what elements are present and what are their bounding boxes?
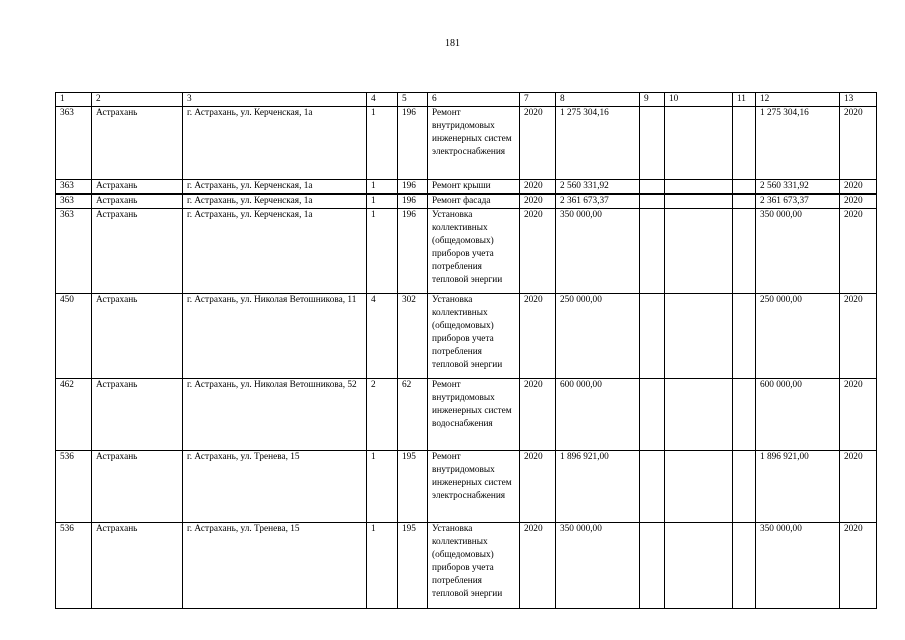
col5-cell: 196 — [398, 209, 428, 294]
end-year-cell: 2020 — [840, 523, 877, 609]
col5-cell: 195 — [398, 523, 428, 609]
column-number-cell: 7 — [520, 93, 556, 107]
cost-cell: 1 275 304,16 — [556, 107, 640, 180]
col11-cell — [733, 107, 756, 180]
col11-cell — [733, 451, 756, 523]
col11-cell — [733, 194, 756, 209]
column-number-cell: 10 — [665, 93, 733, 107]
col5-cell: 302 — [398, 294, 428, 379]
col11-cell — [733, 523, 756, 609]
year-cell: 2020 — [520, 379, 556, 451]
col4-cell: 4 — [367, 294, 398, 379]
end-year-cell: 2020 — [840, 379, 877, 451]
table-row — [56, 451, 877, 523]
col9-cell — [640, 451, 665, 523]
col9-cell — [640, 379, 665, 451]
total-cost-cell: 250 000,00 — [756, 294, 840, 379]
row-number-cell: 363 — [56, 194, 92, 209]
col10-cell — [665, 107, 733, 180]
cost-cell: 2 560 331,92 — [556, 180, 640, 195]
work-type-cell: Ремонт внутридомовых инженерных систем водоснабжения — [428, 379, 520, 451]
col11-cell — [733, 294, 756, 379]
works-table — [55, 92, 877, 609]
municipality-cell: Астрахань — [92, 209, 183, 294]
col10-cell — [665, 379, 733, 451]
column-number-cell: 6 — [428, 93, 520, 107]
table-body — [56, 93, 877, 609]
cost-cell: 2 361 673,37 — [556, 194, 640, 209]
table-row — [56, 194, 877, 209]
work-type-cell: Ремонт внутридомовых инженерных систем электроснабжения — [428, 107, 520, 180]
address-cell: г. Астрахань, ул. Тренева, 15 — [183, 451, 367, 523]
cost-cell: 250 000,00 — [556, 294, 640, 379]
total-cost-cell: 2 361 673,37 — [756, 194, 840, 209]
address-cell: г. Астрахань, ул. Тренева, 15 — [183, 523, 367, 609]
total-cost-cell: 350 000,00 — [756, 523, 840, 609]
table-row — [56, 180, 877, 195]
col10-cell — [665, 523, 733, 609]
cost-cell: 350 000,00 — [556, 523, 640, 609]
col5-cell: 196 — [398, 107, 428, 180]
total-cost-cell: 1 896 921,00 — [756, 451, 840, 523]
row-number-cell: 462 — [56, 379, 92, 451]
work-type-cell: Установка коллективных (общедомовых) приборов учета потребления тепловой энергии — [428, 523, 520, 609]
col4-cell: 1 — [367, 209, 398, 294]
end-year-cell: 2020 — [840, 194, 877, 209]
municipality-cell: Астрахань — [92, 451, 183, 523]
row-number-cell: 363 — [56, 180, 92, 195]
column-number-cell: 3 — [183, 93, 367, 107]
address-cell: г. Астрахань, ул. Николая Ветошникова, 52 — [183, 379, 367, 451]
address-cell: г. Астрахань, ул. Керченская, 1а — [183, 194, 367, 209]
municipality-cell: Астрахань — [92, 194, 183, 209]
row-number-cell: 363 — [56, 107, 92, 180]
col5-cell: 196 — [398, 194, 428, 209]
end-year-cell: 2020 — [840, 209, 877, 294]
col9-cell — [640, 523, 665, 609]
year-cell: 2020 — [520, 294, 556, 379]
col10-cell — [665, 294, 733, 379]
municipality-cell: Астрахань — [92, 379, 183, 451]
year-cell: 2020 — [520, 107, 556, 180]
column-number-cell: 9 — [640, 93, 665, 107]
col9-cell — [640, 194, 665, 209]
column-number-cell: 1 — [56, 93, 92, 107]
row-number-cell: 363 — [56, 209, 92, 294]
total-cost-cell: 350 000,00 — [756, 209, 840, 294]
col9-cell — [640, 107, 665, 180]
work-type-cell: Установка коллективных (общедомовых) приборов учета потребления тепловой энергии — [428, 209, 520, 294]
total-cost-cell: 600 000,00 — [756, 379, 840, 451]
table-row — [56, 379, 877, 451]
column-number-row — [56, 93, 877, 107]
municipality-cell: Астрахань — [92, 107, 183, 180]
year-cell: 2020 — [520, 180, 556, 195]
address-cell: г. Астрахань, ул. Николая Ветошникова, 11 — [183, 294, 367, 379]
address-cell: г. Астрахань, ул. Керченская, 1а — [183, 209, 367, 294]
col4-cell: 1 — [367, 107, 398, 180]
col4-cell: 1 — [367, 451, 398, 523]
col11-cell — [733, 180, 756, 195]
col11-cell — [733, 209, 756, 294]
year-cell: 2020 — [520, 209, 556, 294]
work-type-cell: Ремонт фасада — [428, 194, 520, 209]
col5-cell: 195 — [398, 451, 428, 523]
col5-cell: 62 — [398, 379, 428, 451]
col9-cell — [640, 180, 665, 195]
total-cost-cell: 2 560 331,92 — [756, 180, 840, 195]
address-cell: г. Астрахань, ул. Керченская, 1а — [183, 180, 367, 195]
work-type-cell: Ремонт внутридомовых инженерных систем электроснабжения — [428, 451, 520, 523]
col5-cell: 196 — [398, 180, 428, 195]
column-number-cell: 4 — [367, 93, 398, 107]
cost-cell: 350 000,00 — [556, 209, 640, 294]
column-number-cell: 2 — [92, 93, 183, 107]
col10-cell — [665, 180, 733, 195]
col4-cell: 1 — [367, 194, 398, 209]
end-year-cell: 2020 — [840, 451, 877, 523]
address-cell: г. Астрахань, ул. Керченская, 1а — [183, 107, 367, 180]
col10-cell — [665, 194, 733, 209]
column-number-cell: 5 — [398, 93, 428, 107]
cost-cell: 1 896 921,00 — [556, 451, 640, 523]
year-cell: 2020 — [520, 194, 556, 209]
row-number-cell: 450 — [56, 294, 92, 379]
total-cost-cell: 1 275 304,16 — [756, 107, 840, 180]
col11-cell — [733, 379, 756, 451]
work-type-cell: Ремонт крыши — [428, 180, 520, 195]
cost-cell: 600 000,00 — [556, 379, 640, 451]
column-number-cell: 13 — [840, 93, 877, 107]
municipality-cell: Астрахань — [92, 523, 183, 609]
column-number-cell: 8 — [556, 93, 640, 107]
year-cell: 2020 — [520, 451, 556, 523]
end-year-cell: 2020 — [840, 294, 877, 379]
table-row — [56, 209, 877, 294]
row-number-cell: 536 — [56, 523, 92, 609]
table-row — [56, 523, 877, 609]
col10-cell — [665, 209, 733, 294]
end-year-cell: 2020 — [840, 180, 877, 195]
row-number-cell: 536 — [56, 451, 92, 523]
end-year-cell: 2020 — [840, 107, 877, 180]
municipality-cell: Астрахань — [92, 294, 183, 379]
col4-cell: 2 — [367, 379, 398, 451]
column-number-cell: 11 — [733, 93, 756, 107]
page-number: 181 — [445, 38, 460, 49]
col10-cell — [665, 451, 733, 523]
municipality-cell: Астрахань — [92, 180, 183, 195]
col9-cell — [640, 294, 665, 379]
work-type-cell: Установка коллективных (общедомовых) приборов учета потребления тепловой энергии — [428, 294, 520, 379]
col4-cell: 1 — [367, 180, 398, 195]
col9-cell — [640, 209, 665, 294]
year-cell: 2020 — [520, 523, 556, 609]
col4-cell: 1 — [367, 523, 398, 609]
table-row — [56, 294, 877, 379]
column-number-cell: 12 — [756, 93, 840, 107]
table-row — [56, 107, 877, 180]
